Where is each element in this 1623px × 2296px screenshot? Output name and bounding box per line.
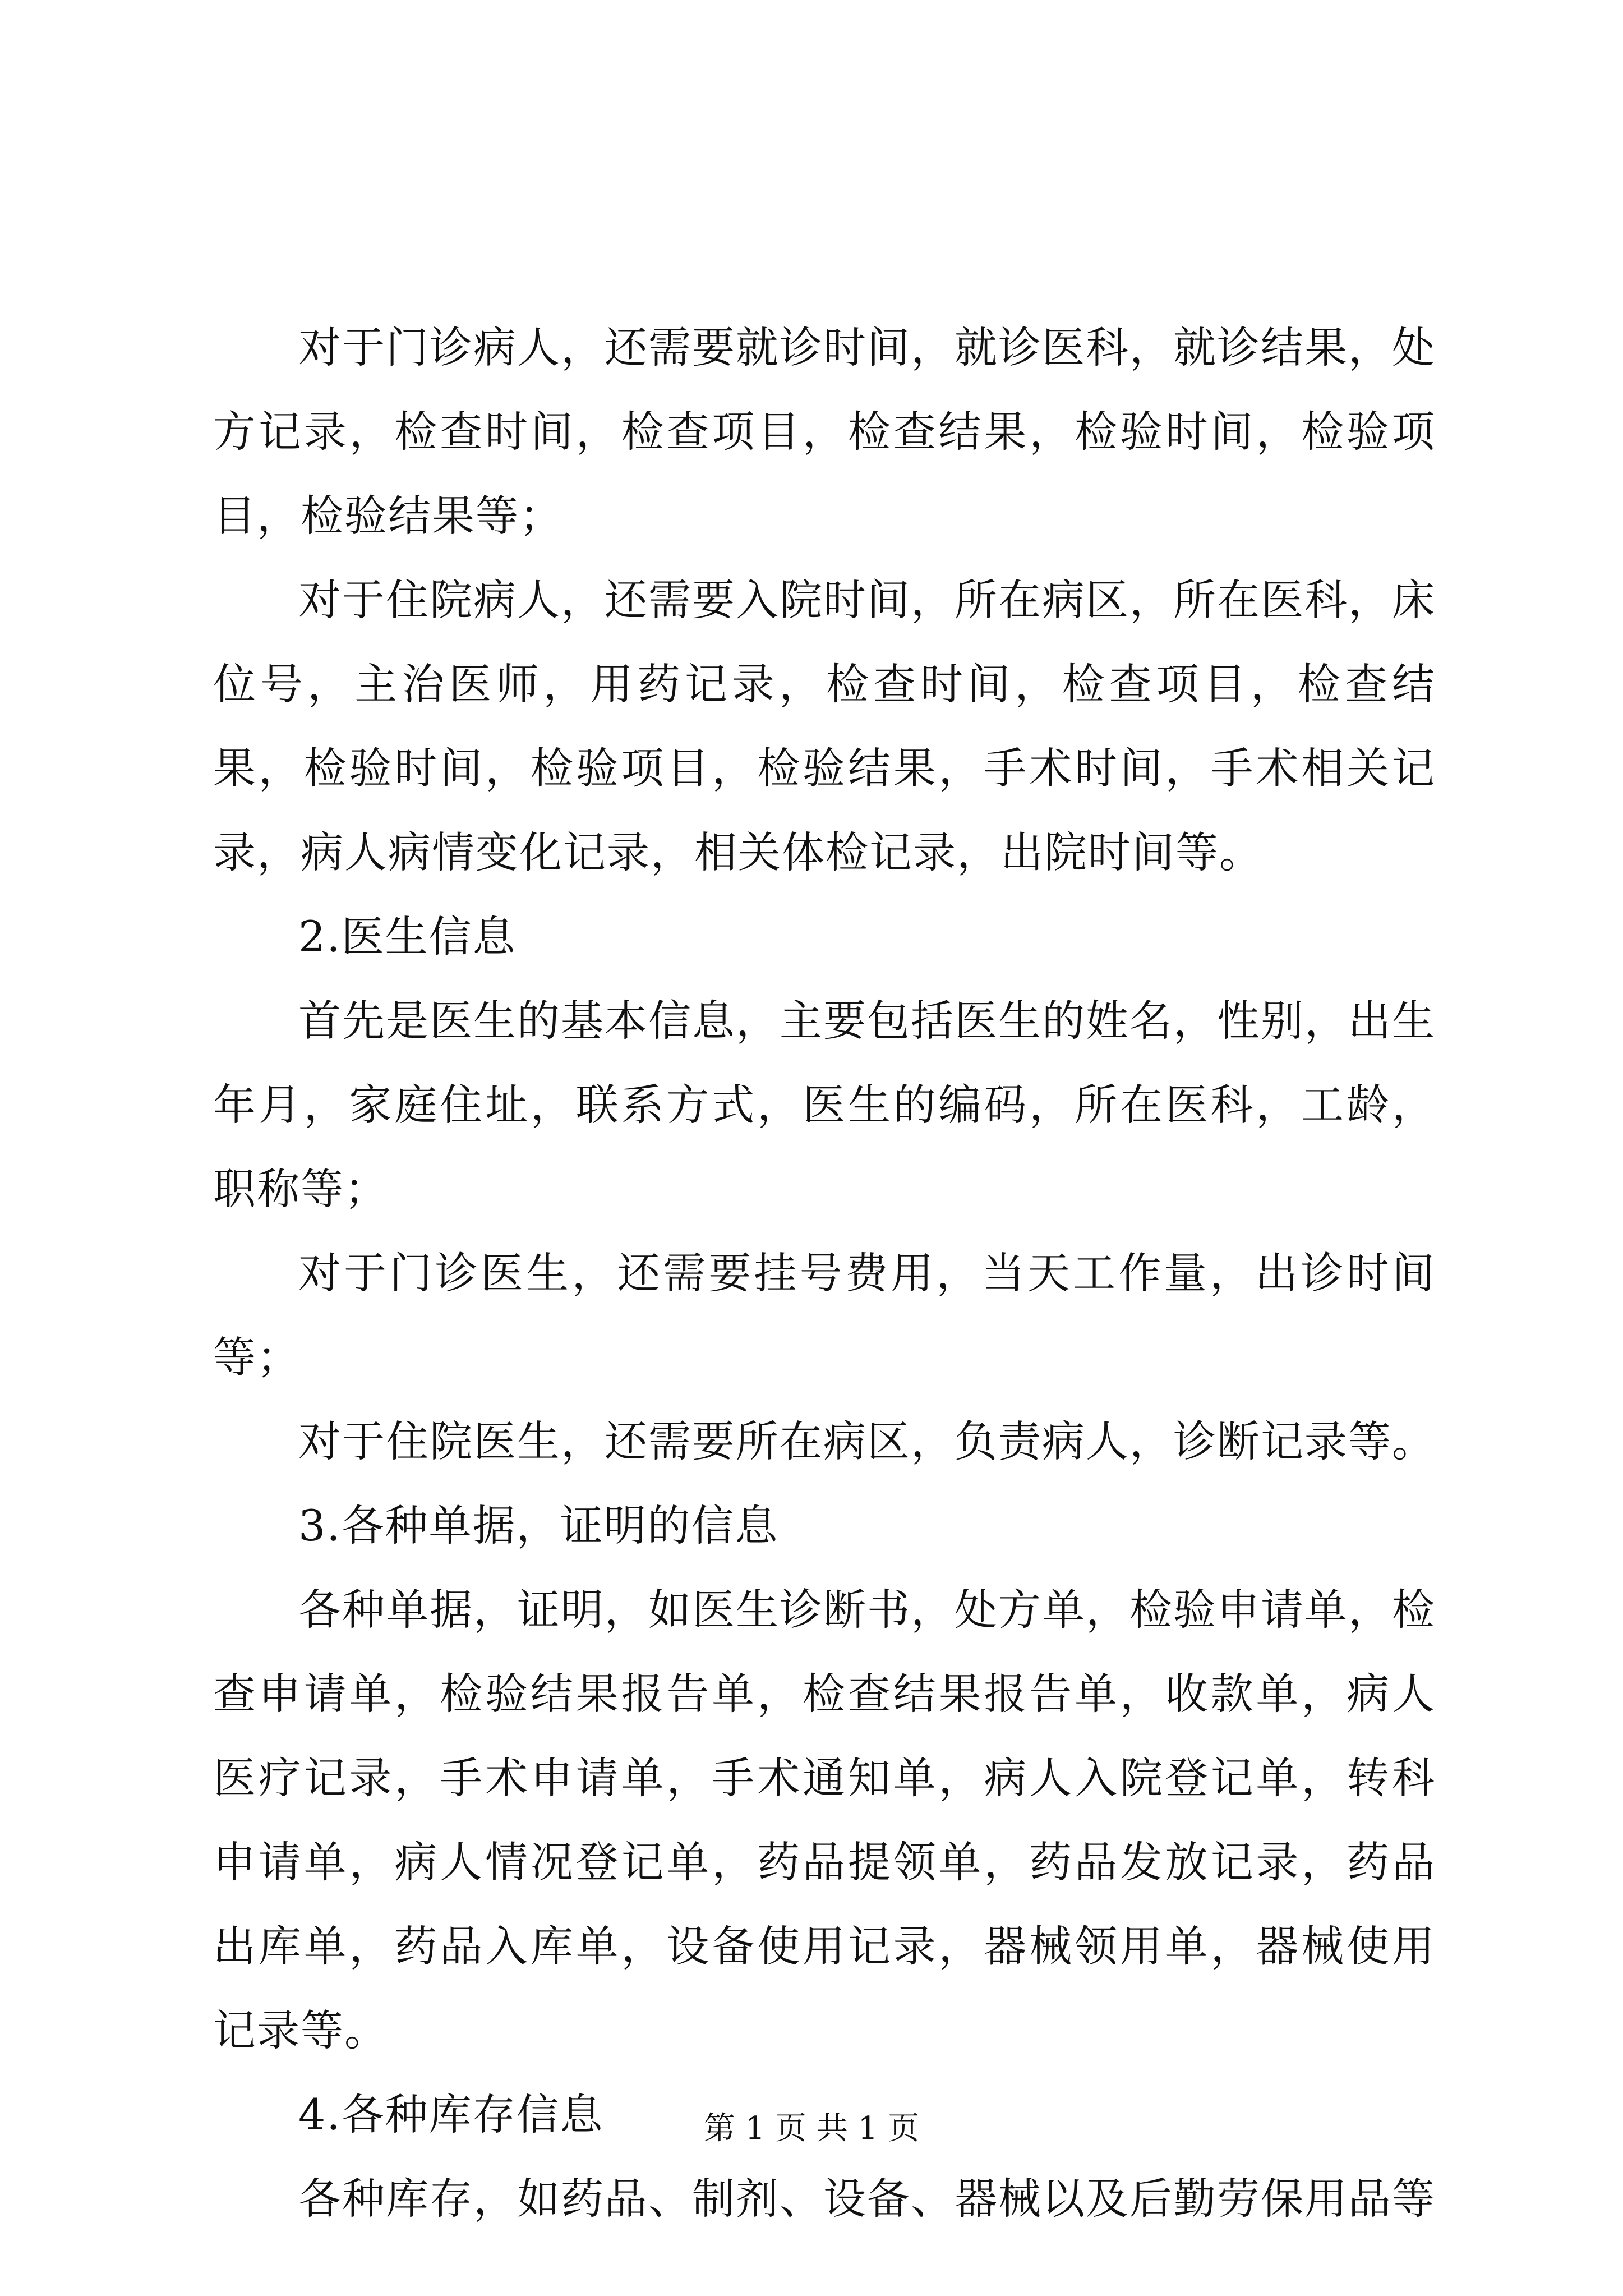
paragraph-doctor-basic: 首先是医生的基本信息，主要包括医生的姓名，性别，出生年月，家庭住址，联系方式，医生的编码，所在医科，工龄，职称等； — [213, 996, 1436, 1214]
document-body — [213, 306, 1436, 2241]
section-heading-inventory: 4.各种库存信息 — [298, 2090, 604, 2139]
paragraph-inventory: 各种库存，如药品、制剂、设备、器械以及后勤劳保用品等 — [298, 2174, 1436, 2224]
paragraph-inpatient: 对于住院病人，还需要入院时间，所在病区，所在医科，床位号，主治医师，用药记录，检查时间，检查项目，检查结果，检验时间，检验项目，检验结果，手术时间，手术相关记录，病人病情变化记录，相关体检记录，出院时间等。 — [213, 575, 1436, 877]
section-heading-documents: 3.各种单据，证明的信息 — [298, 1501, 779, 1550]
paragraph-inpatient-doctor: 对于住院医生，还需要所在病区，负责病人，诊断记录等。 — [298, 1416, 1436, 1466]
paragraph-outpatient: 对于门诊病人，还需要就诊时间，就诊医科，就诊结果，处方记录，检查时间，检查项目，检查结果，检验时间，检验项目，检验结果等； — [213, 323, 1436, 541]
section-heading-doctor-info: 2.医生信息 — [298, 912, 517, 961]
paragraph-outpatient-doctor: 对于门诊医生，还需要挂号费用，当天工作量，出诊时间等； — [213, 1248, 1436, 1382]
paragraph-documents-list: 各种单据，证明，如医生诊断书，处方单，检验申请单，检查申请单，检验结果报告单，检查结果报告单，收款单，病人医疗记录，手术申请单，手术通知单，病人入院登记单，转科申请单，病人情况登记单，药品提领单，药品发放记录，药品出库单，药品入库单，设备使用记录，器械领用单，器械使用记录等。 — [213, 1585, 1436, 2055]
page-number-footer: 第 1 页 共 1 页 — [703, 2110, 920, 2147]
